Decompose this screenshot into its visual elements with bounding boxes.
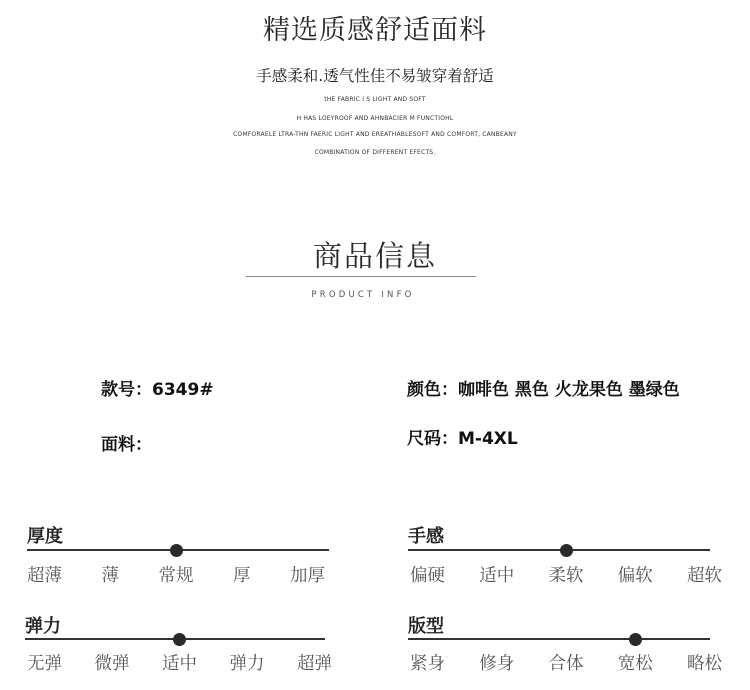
section-title: 商品信息 — [312, 239, 437, 273]
scale-option: 超弹 — [297, 654, 332, 674]
fabric-subtitle: 手感柔和.透气性佳不易皱穿着舒适 — [256, 67, 494, 85]
scale-option: 弹力 — [229, 654, 265, 674]
fabric-label: 面料： — [101, 435, 152, 455]
scale-option: 微弹 — [94, 654, 130, 674]
scale-options — [27, 562, 325, 587]
scale-option: 适中 — [162, 654, 197, 674]
scale-option: 修身 — [479, 654, 515, 674]
scale-track — [408, 638, 710, 640]
scale-option: 超薄 — [27, 566, 62, 586]
english-line-2: H HAS LOEYROOF AND AHNBACIER M FUNCTIOHL — [296, 115, 454, 122]
scale-marker — [173, 633, 186, 646]
scale-option: 无弹 — [27, 654, 62, 674]
scale-marker — [170, 544, 183, 557]
scale-options — [410, 562, 722, 587]
scale-option: 紧身 — [410, 654, 445, 674]
scale-hand-feel — [408, 522, 722, 592]
english-line-4: COMBINATION OF DIFFERENT EFECTS. — [314, 149, 436, 156]
scale-title: 版型 — [408, 616, 444, 637]
scale-option: 偏软 — [617, 566, 653, 586]
scale-option: 宽松 — [617, 654, 653, 674]
scale-option: 薄 — [101, 566, 119, 586]
page-title: 精选质感舒适面料 — [263, 15, 487, 46]
scale-option: 合体 — [548, 654, 584, 674]
scale-marker — [560, 544, 573, 557]
scale-options — [27, 650, 332, 675]
scale-title: 弹力 — [25, 616, 61, 637]
scale-options — [410, 650, 722, 675]
color-options: 颜色：咖啡色 黑色 火龙果色 墨绿色 — [407, 380, 680, 400]
style-number: 款号：6349# — [101, 380, 214, 400]
english-line-3: COMFORAELE LTRA-THN FAERIC LIGHT AND EREATHABLESOFT AND COMFORT, CANBEANY — [233, 131, 517, 138]
scale-marker — [629, 633, 642, 646]
size-range: 尺码：M-4XL — [407, 429, 518, 449]
section-divider — [246, 276, 476, 277]
scale-option: 柔软 — [548, 566, 584, 586]
english-line-1: tHE FABRIC I S LIGHT AND SOFT — [324, 96, 426, 103]
scale-option: 适中 — [479, 566, 515, 586]
scale-option: 厚 — [233, 566, 251, 586]
scale-option: 偏硬 — [410, 566, 445, 586]
scale-fit — [408, 612, 722, 682]
scale-option: 常规 — [158, 566, 194, 586]
scale-title: 厚度 — [27, 526, 63, 547]
section-subtitle: PRODUCT INFO — [311, 290, 415, 300]
scale-option: 略松 — [687, 654, 722, 674]
scale-title: 手感 — [408, 526, 444, 547]
scale-elasticity — [25, 612, 332, 682]
scale-thickness — [27, 522, 329, 592]
scale-option: 加厚 — [290, 566, 325, 586]
scale-option: 超软 — [687, 566, 722, 586]
